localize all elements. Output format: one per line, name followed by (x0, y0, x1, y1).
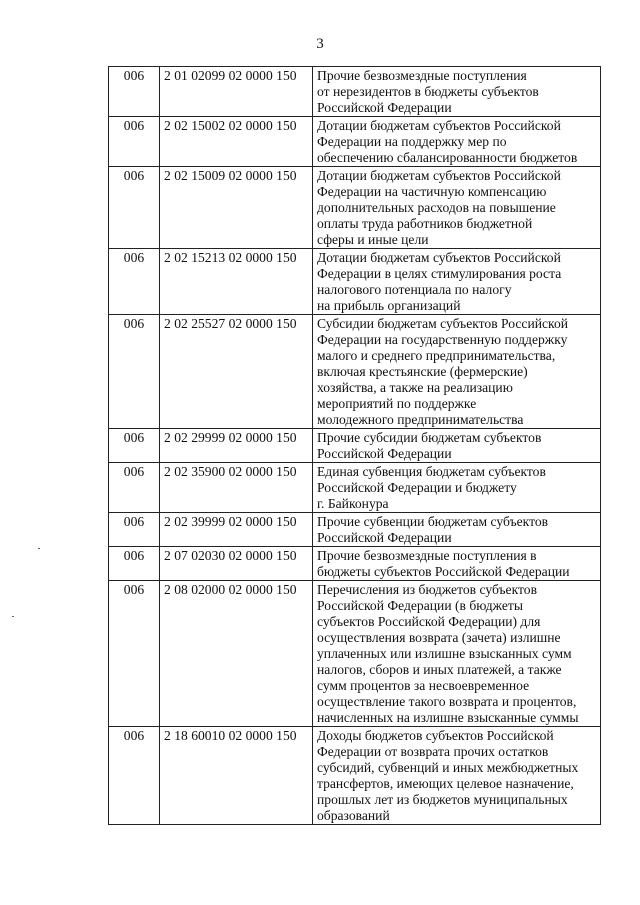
revenue-name-line: Федерации на государственную поддержку (317, 332, 568, 347)
budget-classification-code-cell: 2 02 15009 02 0000 150 (160, 167, 313, 249)
scan-speck (12, 616, 14, 617)
revenue-name-line: образований (317, 808, 390, 823)
revenue-name-line: налогового потенциала по налогу (317, 282, 512, 297)
table-row (109, 727, 601, 825)
revenue-name-line: Субсидии бюджетам субъектов Российской (317, 316, 569, 331)
revenue-name-cell (313, 315, 601, 429)
revenue-name-cell (313, 167, 601, 249)
revenue-name-line: субсидий, субвенций и иных межбюджетных (317, 760, 579, 775)
table-row (109, 117, 601, 167)
budget-classification-code-cell: 2 02 25527 02 0000 150 (160, 315, 313, 429)
revenue-name-cell (313, 581, 601, 727)
revenue-name-cell (313, 513, 601, 547)
revenue-name-line: Единая субвенция бюджетам субъектов (317, 464, 546, 479)
table-row (109, 67, 601, 117)
revenue-name-line: Федерации на частичную компенсацию (317, 184, 547, 199)
table-row (109, 463, 601, 513)
table-row (109, 581, 601, 727)
revenue-name-line: малого и среднего предпринимательства, (317, 348, 556, 363)
revenue-name-line: г. Байконура (317, 496, 389, 511)
revenue-codes-table-body (109, 67, 601, 825)
revenue-name-line: Прочие безвозмездные поступления в (317, 548, 537, 563)
budget-classification-code-cell: 2 08 02000 02 0000 150 (160, 581, 313, 727)
budget-classification-code-cell: 2 01 02099 02 0000 150 (160, 67, 313, 117)
administrator-code-cell: 006 (109, 249, 160, 315)
revenue-name-line: Дотации бюджетам субъектов Российской (317, 118, 561, 133)
revenue-name-line: бюджеты субъектов Российской Федерации (317, 564, 570, 579)
revenue-name-cell (313, 727, 601, 825)
revenue-name-line: налогов, сборов и иных платежей, а также (317, 662, 562, 677)
revenue-name-cell (313, 463, 601, 513)
revenue-name-line: Российской Федерации (317, 530, 452, 545)
revenue-name-line: на прибыль организаций (317, 298, 461, 313)
revenue-name-line: уплаченных или излишне взысканных сумм (317, 646, 572, 661)
table-row (109, 249, 601, 315)
budget-classification-code-cell: 2 02 15002 02 0000 150 (160, 117, 313, 167)
revenue-codes-table (108, 66, 601, 825)
revenue-name-line: сумм процентов за несвоевременное (317, 678, 530, 693)
budget-classification-code-cell: 2 02 29999 02 0000 150 (160, 429, 313, 463)
table-row (109, 167, 601, 249)
revenue-name-line: Российской Федерации (317, 446, 452, 461)
page-number: 3 (316, 36, 324, 52)
revenue-name-line: Дотации бюджетам субъектов Российской (317, 250, 561, 265)
administrator-code-cell: 006 (109, 513, 160, 547)
budget-classification-code-cell: 2 07 02030 02 0000 150 (160, 547, 313, 581)
revenue-name-line: обеспечению сбалансированности бюджетов (317, 150, 578, 165)
revenue-name-line: Перечисления из бюджетов субъектов (317, 582, 537, 597)
revenue-name-line: прошлых лет из бюджетов муниципальных (317, 792, 568, 807)
revenue-name-line: дополнительных расходов на повышение (317, 200, 556, 215)
revenue-name-line: Федерации на поддержку мер по (317, 134, 507, 149)
revenue-name-cell (313, 117, 601, 167)
revenue-name-line: трансфертов, имеющих целевое назначение, (317, 776, 574, 791)
budget-classification-code-cell: 2 18 60010 02 0000 150 (160, 727, 313, 825)
revenue-name-line: оплаты труда работников бюджетной (317, 216, 533, 231)
administrator-code-cell: 006 (109, 67, 160, 117)
revenue-name-cell (313, 249, 601, 315)
revenue-name-line: субъектов Российской Федерации) для (317, 614, 541, 629)
revenue-name-line: Федерации от возврата прочих остатков (317, 744, 549, 759)
administrator-code-cell: 006 (109, 315, 160, 429)
revenue-name-line: включая крестьянские (фермерские) (317, 364, 528, 379)
administrator-code-cell: 006 (109, 727, 160, 825)
budget-classification-code-cell: 2 02 39999 02 0000 150 (160, 513, 313, 547)
revenue-name-line: Российской Федерации и бюджету (317, 480, 517, 495)
revenue-name-line: сферы и иные цели (317, 232, 429, 247)
table-row (109, 513, 601, 547)
table-row (109, 315, 601, 429)
revenue-name-line: Российской Федерации (317, 100, 452, 115)
revenue-name-line: начисленных на излишне взысканные суммы (317, 710, 579, 725)
budget-classification-code-cell: 2 02 35900 02 0000 150 (160, 463, 313, 513)
revenue-name-line: мероприятий по поддержке (317, 396, 477, 411)
revenue-name-cell (313, 547, 601, 581)
administrator-code-cell: 006 (109, 547, 160, 581)
administrator-code-cell: 006 (109, 463, 160, 513)
administrator-code-cell: 006 (109, 429, 160, 463)
revenue-name-cell (313, 429, 601, 463)
revenue-name-line: Дотации бюджетам субъектов Российской (317, 168, 561, 183)
table-row (109, 429, 601, 463)
scan-speck (38, 548, 40, 549)
revenue-name-line: осуществление такого возврата и процентов, (317, 694, 577, 709)
revenue-name-line: Прочие субвенции бюджетам субъектов (317, 514, 549, 529)
table-row (109, 547, 601, 581)
revenue-name-cell (313, 67, 601, 117)
revenue-name-line: осуществления возврата (зачета) излишне (317, 630, 561, 645)
revenue-name-line: хозяйства, а также на реализацию (317, 380, 513, 395)
revenue-name-line: от нерезидентов в бюджеты субъектов (317, 84, 539, 99)
revenue-name-line: Российской Федерации (в бюджеты (317, 598, 523, 613)
revenue-name-line: Прочие субсидии бюджетам субъектов (317, 430, 542, 445)
administrator-code-cell: 006 (109, 117, 160, 167)
budget-classification-code-cell: 2 02 15213 02 0000 150 (160, 249, 313, 315)
revenue-name-line: Федерации в целях стимулирования роста (317, 266, 562, 281)
revenue-name-line: Прочие безвозмездные поступления (317, 68, 527, 83)
administrator-code-cell: 006 (109, 581, 160, 727)
revenue-name-line: молодежного предпринимательства (317, 412, 524, 427)
revenue-name-line: Доходы бюджетов субъектов Российской (317, 728, 554, 743)
administrator-code-cell: 006 (109, 167, 160, 249)
